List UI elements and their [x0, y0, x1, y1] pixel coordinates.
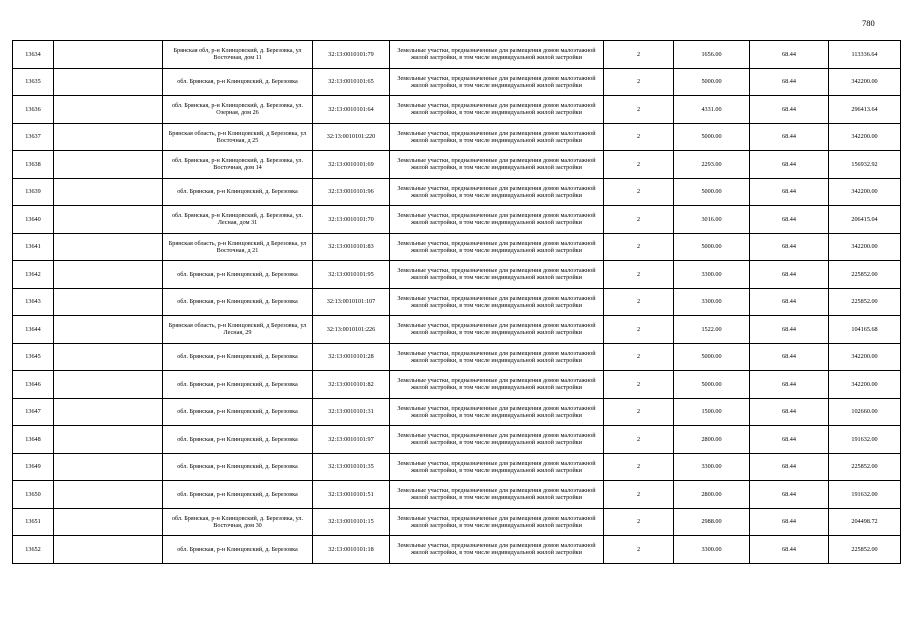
area-cell: 1656.00 [674, 41, 750, 69]
category-cell: 2 [604, 536, 674, 564]
specific-value-cell: 68.44 [750, 316, 829, 344]
table-row [13, 453, 901, 481]
specific-value-cell: 68.44 [750, 371, 829, 399]
address-cell: Брянская область, р-н Клинцовский, д Березовка, ул Лесная, 29 [163, 316, 313, 344]
category-cell: 2 [604, 343, 674, 371]
category-cell: 2 [604, 233, 674, 261]
address-cell: обл. Брянская, р-н Клинцовский, д. Березовка [163, 288, 313, 316]
cadastral-value-cell: 342200.00 [829, 371, 901, 399]
area-cell: 5000.00 [674, 343, 750, 371]
address-cell: обл. Брянская, р-н Клинцовский, д. Березовка [163, 178, 313, 206]
address-cell: обл. Брянская, р-н Клинцовский, д. Березовка [163, 536, 313, 564]
land-use-cell: Земельные участки, предназначенные для размещения домов малоэтажной жилой застройки, в том числе индивидуальной жилой застройки [390, 453, 604, 481]
land-use-cell: Земельные участки, предназначенные для размещения домов малоэтажной жилой застройки, в том числе индивидуальной жилой застройки [390, 288, 604, 316]
land-use-cell: Земельные участки, предназначенные для размещения домов малоэтажной жилой застройки, в том числе индивидуальной жилой застройки [390, 426, 604, 454]
cadastral-value-cell: 225852.00 [829, 261, 901, 289]
category-cell: 2 [604, 288, 674, 316]
table-row [13, 481, 901, 509]
blank-cell [54, 233, 163, 261]
area-cell: 2988.00 [674, 508, 750, 536]
blank-cell [54, 508, 163, 536]
cadastral-number-cell: 32:13:0010101:31 [313, 398, 390, 426]
table-row [13, 343, 901, 371]
land-use-cell: Земельные участки, предназначенные для размещения домов малоэтажной жилой застройки, в том числе индивидуальной жилой застройки [390, 206, 604, 234]
cadastral-number-cell: 32:13:0010101:64 [313, 96, 390, 124]
row-number-cell: 13652 [13, 536, 54, 564]
row-number-cell: 13637 [13, 123, 54, 151]
category-cell: 2 [604, 96, 674, 124]
category-cell: 2 [604, 151, 674, 179]
specific-value-cell: 68.44 [750, 178, 829, 206]
area-cell: 5000.00 [674, 233, 750, 261]
category-cell: 2 [604, 261, 674, 289]
address-cell: обл. Брянская, р-н Клинцовский, д. Березовка [163, 261, 313, 289]
cadastral-value-cell: 113336.64 [829, 41, 901, 69]
address-cell: обл. Брянская, р-н Клинцовский, д. Березовка [163, 426, 313, 454]
page-number: 780 [862, 18, 875, 28]
specific-value-cell: 68.44 [750, 96, 829, 124]
area-cell: 5000.00 [674, 123, 750, 151]
row-number-cell: 13640 [13, 206, 54, 234]
area-cell: 4331.00 [674, 96, 750, 124]
cadastral-number-cell: 32:13:0010101:83 [313, 233, 390, 261]
table-row [13, 233, 901, 261]
table-row [13, 178, 901, 206]
cadastral-value-cell: 191632.00 [829, 481, 901, 509]
land-use-cell: Земельные участки, предназначенные для размещения домов малоэтажной жилой застройки, в том числе индивидуальной жилой застройки [390, 233, 604, 261]
blank-cell [54, 68, 163, 96]
land-use-cell: Земельные участки, предназначенные для размещения домов малоэтажной жилой застройки, в том числе индивидуальной жилой застройки [390, 371, 604, 399]
specific-value-cell: 68.44 [750, 481, 829, 509]
table-body [13, 41, 901, 564]
specific-value-cell: 68.44 [750, 233, 829, 261]
specific-value-cell: 68.44 [750, 261, 829, 289]
specific-value-cell: 68.44 [750, 508, 829, 536]
specific-value-cell: 68.44 [750, 41, 829, 69]
blank-cell [54, 371, 163, 399]
specific-value-cell: 68.44 [750, 68, 829, 96]
area-cell: 3016.00 [674, 206, 750, 234]
land-use-cell: Земельные участки, предназначенные для размещения домов малоэтажной жилой застройки, в том числе индивидуальной жилой застройки [390, 536, 604, 564]
blank-cell [54, 288, 163, 316]
category-cell: 2 [604, 316, 674, 344]
row-number-cell: 13636 [13, 96, 54, 124]
land-use-cell: Земельные участки, предназначенные для размещения домов малоэтажной жилой застройки, в том числе индивидуальной жилой застройки [390, 508, 604, 536]
specific-value-cell: 68.44 [750, 536, 829, 564]
address-cell: обл. Брянская, р-н Клинцовский, д. Березовка, ул. Лесная, дом 31 [163, 206, 313, 234]
category-cell: 2 [604, 426, 674, 454]
blank-cell [54, 343, 163, 371]
address-cell: обл. Брянская, р-н Клинцовский, д. Березовка [163, 398, 313, 426]
row-number-cell: 13634 [13, 41, 54, 69]
area-cell: 1522.00 [674, 316, 750, 344]
blank-cell [54, 123, 163, 151]
area-cell: 5000.00 [674, 371, 750, 399]
cadastral-value-cell: 102660.00 [829, 398, 901, 426]
address-cell: обл. Брянская, р-н Клинцовский, д. Березовка, ул. Восточная, дом 30 [163, 508, 313, 536]
table-row [13, 371, 901, 399]
address-cell: обл. Брянская, р-н Клинцовский, д. Березовка [163, 68, 313, 96]
area-cell: 2293.00 [674, 151, 750, 179]
land-use-cell: Земельные участки, предназначенные для размещения домов малоэтажной жилой застройки, в том числе индивидуальной жилой застройки [390, 481, 604, 509]
cadastral-number-cell: 32:13:0010101:28 [313, 343, 390, 371]
cadastral-number-cell: 32:13:0010101:70 [313, 206, 390, 234]
category-cell: 2 [604, 398, 674, 426]
land-use-cell: Земельные участки, предназначенные для размещения домов малоэтажной жилой застройки, в том числе индивидуальной жилой застройки [390, 68, 604, 96]
land-registry-table [12, 40, 901, 564]
cadastral-number-cell: 32:13:0010101:96 [313, 178, 390, 206]
cadastral-value-cell: 225852.00 [829, 453, 901, 481]
category-cell: 2 [604, 206, 674, 234]
blank-cell [54, 426, 163, 454]
cadastral-number-cell: 32:13:0010101:18 [313, 536, 390, 564]
category-cell: 2 [604, 178, 674, 206]
table-row [13, 96, 901, 124]
specific-value-cell: 68.44 [750, 288, 829, 316]
cadastral-value-cell: 342200.00 [829, 123, 901, 151]
land-use-cell: Земельные участки, предназначенные для размещения домов малоэтажной жилой застройки, в том числе индивидуальной жилой застройки [390, 316, 604, 344]
specific-value-cell: 68.44 [750, 123, 829, 151]
address-cell: Брянская область, р-н Клинцовский, д Березовка, ул Восточная, д 21 [163, 233, 313, 261]
cadastral-value-cell: 342200.00 [829, 343, 901, 371]
row-number-cell: 13635 [13, 68, 54, 96]
cadastral-value-cell: 156932.92 [829, 151, 901, 179]
cadastral-value-cell: 225852.00 [829, 536, 901, 564]
category-cell: 2 [604, 123, 674, 151]
cadastral-number-cell: 32:13:0010101:107 [313, 288, 390, 316]
blank-cell [54, 481, 163, 509]
table-row [13, 123, 901, 151]
area-cell: 1500.00 [674, 398, 750, 426]
area-cell: 5000.00 [674, 178, 750, 206]
table-row [13, 206, 901, 234]
category-cell: 2 [604, 371, 674, 399]
land-use-cell: Земельные участки, предназначенные для размещения домов малоэтажной жилой застройки, в том числе индивидуальной жилой застройки [390, 96, 604, 124]
row-number-cell: 13641 [13, 233, 54, 261]
blank-cell [54, 398, 163, 426]
area-cell: 3300.00 [674, 261, 750, 289]
row-number-cell: 13651 [13, 508, 54, 536]
row-number-cell: 13646 [13, 371, 54, 399]
cadastral-value-cell: 204498.72 [829, 508, 901, 536]
row-number-cell: 13638 [13, 151, 54, 179]
table-row [13, 316, 901, 344]
row-number-cell: 13650 [13, 481, 54, 509]
table-row [13, 398, 901, 426]
blank-cell [54, 206, 163, 234]
specific-value-cell: 68.44 [750, 206, 829, 234]
row-number-cell: 13647 [13, 398, 54, 426]
cadastral-number-cell: 32:13:0010101:35 [313, 453, 390, 481]
area-cell: 5000.00 [674, 68, 750, 96]
cadastral-value-cell: 342200.00 [829, 233, 901, 261]
address-cell: обл. Брянская, р-н Клинцовский, д. Березовка, ул. Озерная, дом 26 [163, 96, 313, 124]
specific-value-cell: 68.44 [750, 398, 829, 426]
cadastral-number-cell: 32:13:0010101:79 [313, 41, 390, 69]
area-cell: 2800.00 [674, 426, 750, 454]
category-cell: 2 [604, 508, 674, 536]
row-number-cell: 13639 [13, 178, 54, 206]
blank-cell [54, 536, 163, 564]
blank-cell [54, 453, 163, 481]
cadastral-value-cell: 225852.00 [829, 288, 901, 316]
cadastral-number-cell: 32:13:0010101:69 [313, 151, 390, 179]
blank-cell [54, 178, 163, 206]
row-number-cell: 13644 [13, 316, 54, 344]
blank-cell [54, 151, 163, 179]
cadastral-value-cell: 191632.00 [829, 426, 901, 454]
area-cell: 2800.00 [674, 481, 750, 509]
category-cell: 2 [604, 68, 674, 96]
table-row [13, 426, 901, 454]
area-cell: 3300.00 [674, 453, 750, 481]
cadastral-number-cell: 32:13:0010101:220 [313, 123, 390, 151]
specific-value-cell: 68.44 [750, 453, 829, 481]
land-use-cell: Земельные участки, предназначенные для размещения домов малоэтажной жилой застройки, в том числе индивидуальной жилой застройки [390, 261, 604, 289]
cadastral-value-cell: 342200.00 [829, 178, 901, 206]
table-row [13, 261, 901, 289]
category-cell: 2 [604, 481, 674, 509]
row-number-cell: 13642 [13, 261, 54, 289]
address-cell: обл. Брянская, р-н Клинцовский, д. Березовка, ул. Восточная, дом 14 [163, 151, 313, 179]
category-cell: 2 [604, 453, 674, 481]
table-row [13, 68, 901, 96]
table-row [13, 151, 901, 179]
row-number-cell: 13645 [13, 343, 54, 371]
area-cell: 3300.00 [674, 288, 750, 316]
blank-cell [54, 41, 163, 69]
row-number-cell: 13649 [13, 453, 54, 481]
specific-value-cell: 68.44 [750, 426, 829, 454]
cadastral-value-cell: 206415.04 [829, 206, 901, 234]
specific-value-cell: 68.44 [750, 343, 829, 371]
cadastral-value-cell: 342200.00 [829, 68, 901, 96]
cadastral-number-cell: 32:13:0010101:97 [313, 426, 390, 454]
blank-cell [54, 261, 163, 289]
land-use-cell: Земельные участки, предназначенные для размещения домов малоэтажной жилой застройки, в том числе индивидуальной жилой застройки [390, 41, 604, 69]
land-use-cell: Земельные участки, предназначенные для размещения домов малоэтажной жилой застройки, в том числе индивидуальной жилой застройки [390, 398, 604, 426]
cadastral-number-cell: 32:13:0010101:51 [313, 481, 390, 509]
table-row [13, 41, 901, 69]
address-cell: обл. Брянская, р-н Клинцовский, д. Березовка [163, 481, 313, 509]
address-cell: обл. Брянская, р-н Клинцовский, д. Березовка [163, 453, 313, 481]
blank-cell [54, 316, 163, 344]
cadastral-number-cell: 32:13:0010101:226 [313, 316, 390, 344]
row-number-cell: 13648 [13, 426, 54, 454]
blank-cell [54, 96, 163, 124]
cadastral-number-cell: 32:13:0010101:82 [313, 371, 390, 399]
address-cell: Брянская область, р-н Клинцовский, д Березовка, ул Восточная, д 25 [163, 123, 313, 151]
cadastral-value-cell: 104165.68 [829, 316, 901, 344]
land-use-cell: Земельные участки, предназначенные для размещения домов малоэтажной жилой застройки, в том числе индивидуальной жилой застройки [390, 343, 604, 371]
cadastral-number-cell: 32:13:0010101:65 [313, 68, 390, 96]
cadastral-number-cell: 32:13:0010101:95 [313, 261, 390, 289]
table-row [13, 508, 901, 536]
cadastral-value-cell: 296413.64 [829, 96, 901, 124]
specific-value-cell: 68.44 [750, 151, 829, 179]
address-cell: обл. Брянская, р-н Клинцовский, д. Березовка [163, 343, 313, 371]
address-cell: Брянская обл, р-н Клинцовский, д. Березовка, ул Восточная, дом 11 [163, 41, 313, 69]
row-number-cell: 13643 [13, 288, 54, 316]
land-use-cell: Земельные участки, предназначенные для размещения домов малоэтажной жилой застройки, в том числе индивидуальной жилой застройки [390, 123, 604, 151]
cadastral-number-cell: 32:13:0010101:15 [313, 508, 390, 536]
category-cell: 2 [604, 41, 674, 69]
area-cell: 3300.00 [674, 536, 750, 564]
table-row [13, 288, 901, 316]
land-use-cell: Земельные участки, предназначенные для размещения домов малоэтажной жилой застройки, в том числе индивидуальной жилой застройки [390, 178, 604, 206]
land-use-cell: Земельные участки, предназначенные для размещения домов малоэтажной жилой застройки, в том числе индивидуальной жилой застройки [390, 151, 604, 179]
address-cell: обл. Брянская, р-н Клинцовский, д. Березовка [163, 371, 313, 399]
table-row [13, 536, 901, 564]
